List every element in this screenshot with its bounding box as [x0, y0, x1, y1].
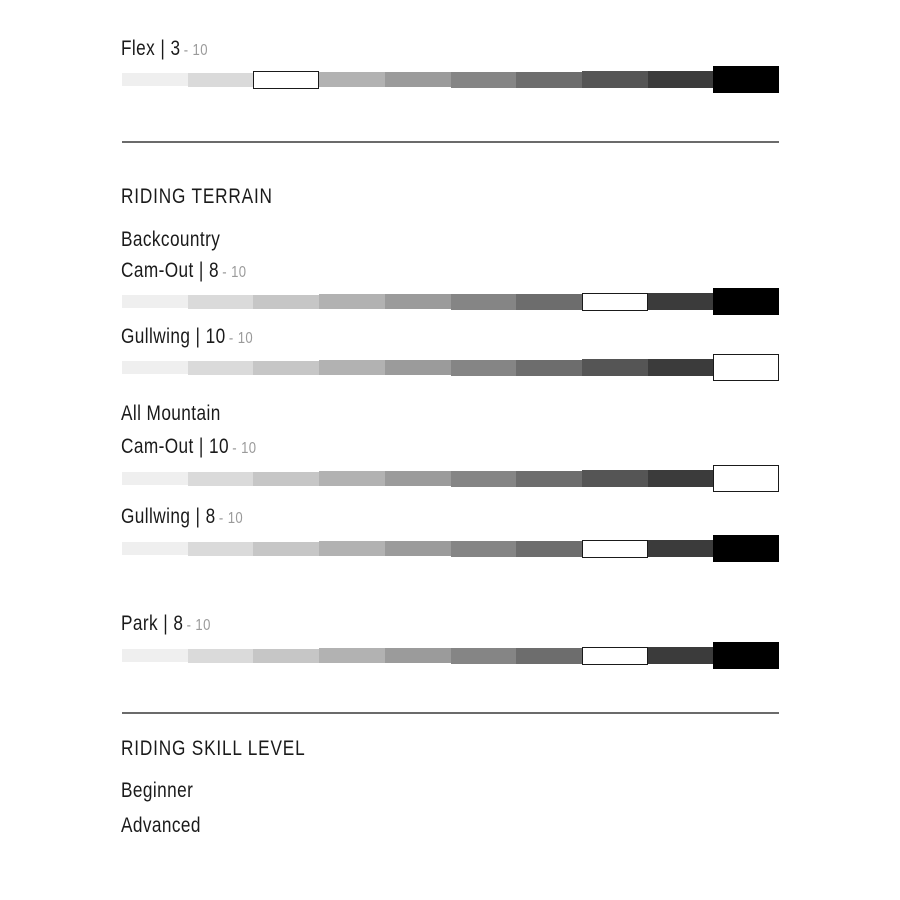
rating-scale-segment: [713, 288, 779, 315]
rating-scale-segment: [253, 542, 319, 556]
rating-scale-segment: [713, 66, 779, 93]
rating-scale-segment: [516, 541, 582, 557]
rating-scale-marker: [713, 354, 779, 381]
backcountry-gullwing-scale: [122, 354, 779, 381]
backcountry-camout-scale: [122, 288, 779, 315]
flex-rating-max: - 10: [183, 42, 208, 59]
rating-scale-segment: [516, 294, 582, 310]
rating-scale-segment: [253, 472, 319, 486]
rating-scale-segment: [122, 295, 188, 308]
rating-scale-segment: [122, 361, 188, 374]
park-scale: [122, 642, 779, 669]
rating-scale-segment: [516, 648, 582, 664]
riding-terrain-heading: RIDING TERRAIN: [121, 185, 273, 208]
rating-scale-segment: [122, 649, 188, 662]
all-mountain-camout-text: Cam-Out | 10: [121, 435, 229, 458]
rating-scale-segment: [648, 71, 713, 88]
all-mountain-gullwing-max: - 10: [218, 510, 244, 527]
rating-scale-segment: [253, 361, 319, 375]
rating-scale-segment: [648, 470, 713, 487]
rating-scale-segment: [122, 542, 188, 555]
backcountry-gullwing-text: Gullwing | 10: [121, 325, 226, 348]
rating-scale-marker: [582, 540, 648, 558]
rating-scale-segment: [188, 295, 253, 309]
rating-scale-segment: [648, 540, 713, 557]
rating-scale-segment: [516, 72, 582, 88]
rating-scale-segment: [319, 541, 385, 556]
rating-scale-segment: [582, 359, 648, 376]
section-divider: [122, 141, 779, 143]
rating-scale-segment: [516, 360, 582, 376]
backcountry-gullwing-label: [121, 326, 253, 347]
backcountry-camout-max: - 10: [222, 264, 247, 281]
rating-scale-segment: [385, 541, 451, 556]
all-mountain-gullwing-label: [121, 506, 243, 527]
rating-scale-marker: [582, 293, 648, 311]
backcountry-gullwing-max: - 10: [228, 330, 254, 347]
all-mountain-gullwing-scale: [122, 535, 779, 562]
rating-scale-segment: [451, 294, 516, 310]
rating-scale-segment: [648, 293, 713, 310]
section-divider: [122, 712, 779, 714]
rating-scale-segment: [713, 535, 779, 562]
rating-scale-segment: [451, 471, 516, 487]
rating-scale-segment: [582, 71, 648, 88]
rating-scale-segment: [648, 359, 713, 376]
rating-scale-segment: [385, 72, 451, 87]
rating-scale-segment: [319, 648, 385, 663]
all-mountain-camout-label: [121, 436, 257, 457]
flex-rating-text: Flex | 3: [121, 37, 181, 60]
flex-rating-scale: [122, 66, 779, 93]
rating-scale-segment: [582, 470, 648, 487]
park-max: - 10: [186, 617, 211, 634]
rating-scale-segment: [451, 648, 516, 664]
all-mountain-gullwing-text: Gullwing | 8: [121, 505, 216, 528]
skill-level-advanced: Advanced: [121, 814, 201, 837]
rating-scale-segment: [385, 360, 451, 375]
park-label: [121, 613, 211, 634]
rating-scale-segment: [648, 647, 713, 664]
rating-scale-segment: [451, 72, 516, 88]
rating-scale-segment: [451, 541, 516, 557]
rating-scale-segment: [385, 471, 451, 486]
rating-scale-segment: [451, 360, 516, 376]
rating-scale-segment: [319, 471, 385, 486]
rating-scale-segment: [713, 642, 779, 669]
all-mountain-camout-max: - 10: [232, 440, 257, 457]
rating-scale-segment: [319, 360, 385, 375]
rating-scale-segment: [516, 471, 582, 487]
all-mountain-camout-scale: [122, 465, 779, 492]
rating-scale-segment: [122, 472, 188, 485]
rating-scale-segment: [385, 648, 451, 663]
all-mountain-title: All Mountain: [121, 402, 221, 425]
rating-scale-marker: [253, 71, 319, 89]
rating-scale-segment: [122, 73, 188, 86]
skill-level-beginner: Beginner: [121, 779, 194, 802]
rating-scale-segment: [188, 649, 253, 663]
rating-scale-segment: [253, 649, 319, 663]
backcountry-camout-text: Cam-Out | 8: [121, 259, 219, 282]
rating-scale-segment: [188, 472, 253, 486]
rating-scale-segment: [253, 295, 319, 309]
rating-scale-segment: [385, 294, 451, 309]
park-text: Park | 8: [121, 612, 184, 635]
rating-scale-marker: [713, 465, 779, 492]
rating-scale-marker: [582, 647, 648, 665]
flex-rating-label: [121, 38, 208, 59]
backcountry-camout-label: [121, 260, 247, 281]
riding-skill-heading: RIDING SKILL LEVEL: [121, 737, 306, 760]
rating-scale-segment: [319, 72, 385, 87]
rating-scale-segment: [188, 542, 253, 556]
rating-scale-segment: [319, 294, 385, 309]
rating-scale-segment: [188, 361, 253, 375]
rating-scale-segment: [188, 73, 253, 87]
backcountry-title: Backcountry: [121, 228, 221, 251]
